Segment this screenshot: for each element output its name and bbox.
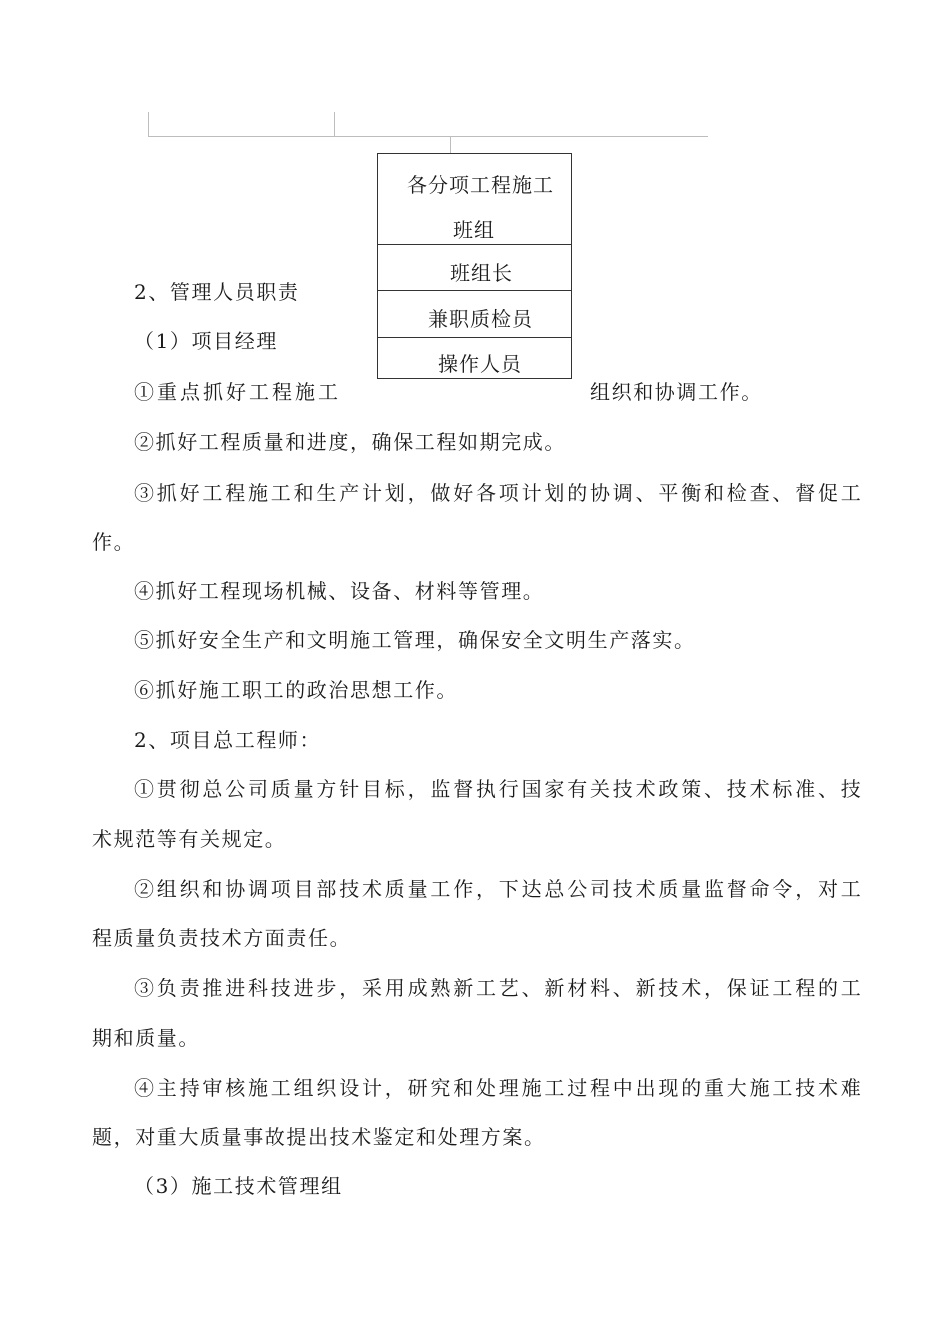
eng-item-4-line-1: ④主持审核施工组织设计，研究和处理施工过程中出现的重大施工技术难 — [134, 1076, 864, 1100]
eng-item-3-line-1: ③负责推进科技进步，采用成熟新工艺、新材料、新技术，保证工程的工 — [134, 976, 864, 1000]
sub-heading-construction-tech-group: （3）施工技术管理组 — [134, 1174, 343, 1198]
org-title-cell — [378, 154, 571, 244]
item-2: ②抓好工程质量和进度，确保工程如期完成。 — [134, 430, 566, 454]
connector-mid-vertical — [334, 112, 335, 136]
item-4: ④抓好工程现场机械、设备、材料等管理。 — [134, 579, 545, 603]
item-1-part-1: ①重点抓好工程施工 — [134, 380, 341, 404]
connector-down-to-box — [450, 136, 451, 153]
item-3-line-2: 作。 — [92, 530, 136, 554]
item-6: ⑥抓好施工职工的政治思想工作。 — [134, 678, 458, 702]
eng-item-2-line-1: ②组织和协调项目部技术质量工作，下达总公司技术质量监督命令，对工 — [134, 877, 864, 901]
item-1-part-2: 组织和协调工作。 — [590, 380, 763, 404]
connector-left-vertical — [148, 112, 149, 136]
item-3-line-1: ③抓好工程施工和生产计划，做好各项计划的协调、平衡和检查、督促工 — [134, 481, 864, 505]
org-chart-box — [377, 153, 572, 379]
eng-item-3-line-2: 期和质量。 — [92, 1026, 200, 1050]
org-row-label: 兼职质检员 — [428, 307, 533, 331]
org-title-line-1: 各分项工程施工 — [407, 173, 554, 197]
section-heading: 2、管理人员职责 — [134, 280, 300, 304]
sub-heading-project-manager: （1）项目经理 — [134, 329, 278, 353]
eng-item-1-line-2: 术规范等有关规定。 — [92, 827, 287, 851]
eng-item-1-line-1: ①贯彻总公司质量方针目标，监督执行国家有关技术政策、技术标准、技 — [134, 777, 864, 801]
sub-heading-chief-engineer: 2、项目总工程师： — [134, 728, 322, 752]
org-row-quality-inspector — [378, 290, 571, 337]
org-row-operators — [378, 337, 571, 378]
eng-item-4-line-2: 题，对重大质量事故提出技术鉴定和处理方案。 — [92, 1125, 546, 1149]
item-5: ⑤抓好安全生产和文明施工管理，确保安全文明生产落实。 — [134, 628, 696, 652]
org-title-line-2: 班组 — [453, 218, 495, 242]
org-row-label: 班组长 — [450, 261, 513, 285]
eng-item-2-line-2: 程质量负责技术方面责任。 — [92, 926, 352, 950]
org-row-team-leader — [378, 244, 571, 290]
connector-horizontal — [148, 136, 708, 137]
org-row-label: 操作人员 — [438, 352, 522, 376]
